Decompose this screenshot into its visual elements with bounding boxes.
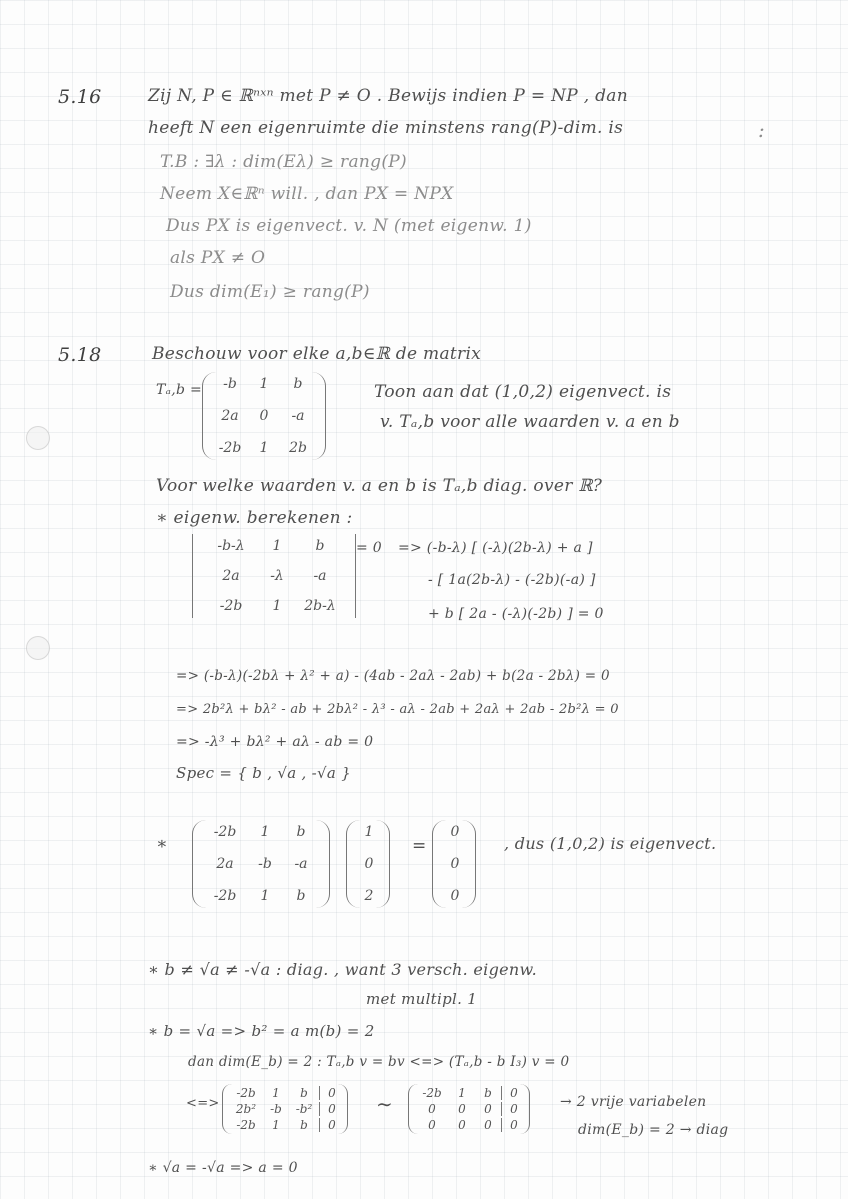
matrix-cell: -b (258, 856, 272, 872)
matrix-cell: b (484, 1086, 492, 1100)
matrix-cell: -a (313, 568, 327, 584)
matrix-cell: 0 (428, 1118, 436, 1132)
augmented-matrix-2 (408, 1084, 530, 1134)
matrix-cell: -2b (213, 888, 237, 904)
matrix-cell: 1 (458, 1086, 466, 1100)
binder-hole (26, 636, 50, 660)
case-1: ∗ b ≠ √a ≠ -√a : diag. , want 3 versch. eigenw. (148, 960, 537, 979)
matrix-cell: -b² (295, 1102, 313, 1116)
matrix-cell: 0 (319, 1102, 344, 1116)
vector-cell: 0 (450, 824, 460, 840)
determinant-matrix (192, 534, 356, 618)
matrix-cell: 1 (272, 538, 282, 554)
matrix-cell: 1 (259, 440, 269, 456)
task-line-2: v. Tₐ,b voor alle waarden v. a en b (380, 412, 680, 432)
vector-cell: 0 (450, 888, 460, 904)
case-2: ∗ b = √a => b² = a m(b) = 2 (148, 1022, 375, 1040)
matrix-cell: 0 (319, 1086, 344, 1100)
det-expand-3: + b [ 2a - (-λ)(-2b) ] = 0 (428, 606, 604, 622)
matrix-cell: -λ (270, 568, 284, 584)
matrix-cell: -2b (422, 1086, 442, 1100)
check-vector (346, 820, 390, 908)
proof-line-2: Neem X∈ℝⁿ will. , dan PX = NPX (160, 184, 454, 204)
problem-number-516: 5.16 (58, 86, 102, 108)
matrix-cell: b (293, 376, 303, 392)
matrix-cell: 2a (221, 408, 239, 424)
derivation-2: => 2b²λ + bλ² - ab + 2bλ² - λ³ - aλ - 2ab + 2aλ + 2ab - 2b²λ = 0 (176, 702, 619, 717)
matrix-cell: 2b-λ (304, 598, 336, 614)
matrix-cell: -2b (219, 598, 243, 614)
derivation-3: => -λ³ + bλ² + aλ - ab = 0 (176, 734, 374, 750)
matrix-cell: 1 (260, 824, 270, 840)
matrix-cell: 1 (260, 888, 270, 904)
matrix-cell: b (300, 1086, 308, 1100)
det-expand-1: => (-b-λ) [ (-λ)(2b-λ) + a ] (398, 540, 593, 556)
matrix-cell: 0 (484, 1118, 492, 1132)
matrix-cell: 1 (272, 598, 282, 614)
matrix-cell: 0 (501, 1118, 526, 1132)
matrix-cell: 0 (501, 1086, 526, 1100)
vector-cell: 1 (364, 824, 374, 840)
problem-number-518: 5.18 (58, 344, 102, 366)
equiv-prefix: <=> (186, 1096, 220, 1111)
tilde-symbol: ∼ (376, 1092, 394, 1116)
matrix-cell: 0 (458, 1118, 466, 1132)
matrix-cell: b (296, 888, 306, 904)
case-3: ∗ √a = -√a => a = 0 (148, 1160, 298, 1176)
matrix-cell: -b (270, 1102, 282, 1116)
proof-line-1: T.B : ∃λ : dim(Eλ) ≥ rang(P) (160, 152, 407, 172)
matrix-cell: -b (223, 376, 237, 392)
header-mark: : (758, 118, 766, 142)
binder-hole (26, 426, 50, 450)
step-eigen: ∗ eigenw. berekenen : (156, 508, 353, 528)
problem-516-statement-line2: heeft N een eigenruimte die minstens rang(P)-dim. is (148, 118, 624, 138)
matrix-cell: b (300, 1118, 308, 1132)
check-equals: = (412, 836, 427, 856)
matrix-cell: -a (291, 408, 305, 424)
matrix-cell: 0 (428, 1102, 436, 1116)
matrix-cell: -b-λ (217, 538, 245, 554)
task-line-1: Toon aan dat (1,0,2) eigenvect. is (374, 382, 672, 402)
matrix-cell: 0 (501, 1102, 526, 1116)
check-marker: ∗ (156, 834, 168, 854)
matrix-cell: -2b (218, 440, 242, 456)
matrix-cell: 2b (289, 440, 307, 456)
check-conclusion: , dus (1,0,2) is eigenvect. (504, 834, 717, 853)
result-line-2: dim(E_b) = 2 → diag (578, 1122, 729, 1138)
proof-line-4: als PX ≠ O (170, 248, 266, 268)
matrix-cell: 1 (272, 1086, 280, 1100)
check-matrix (192, 820, 330, 908)
matrix-cell: 0 (259, 408, 269, 424)
derivation-1: => (-b-λ)(-2bλ + λ² + a) - (4ab - 2aλ - 2ab) + b(2a - 2bλ) = 0 (176, 668, 610, 684)
matrix-cell: 2a (216, 856, 234, 872)
check-result (432, 820, 476, 908)
matrix-T (202, 372, 326, 460)
matrix-cell: 2a (222, 568, 240, 584)
matrix-cell: -2b (236, 1118, 256, 1132)
case-1-note: met multipl. 1 (366, 990, 478, 1008)
matrix-cell: 2b² (235, 1102, 257, 1116)
matrix-cell: 0 (458, 1102, 466, 1116)
augmented-matrix-1 (222, 1084, 348, 1134)
problem-516-statement-line1: Zij N, P ∈ ℝⁿˣⁿ met P ≠ O . Bewijs indien P = NP , dan (148, 86, 628, 106)
result-line-1: → 2 vrije variabelen (560, 1094, 707, 1110)
det-equals: = 0 (356, 540, 382, 556)
problem-518-intro: Beschouw voor elke a,b∈ℝ de matrix (152, 344, 482, 364)
question-line: Voor welke waarden v. a en b is Tₐ,b diag. over ℝ? (156, 476, 603, 496)
matrix-cell: 0 (484, 1102, 492, 1116)
matrix-cell: 1 (259, 376, 269, 392)
proof-line-5: Dus dim(E₁) ≥ rang(P) (170, 282, 370, 302)
matrix-cell: b (315, 538, 325, 554)
matrix-cell: b (296, 824, 306, 840)
vector-cell: 0 (364, 856, 374, 872)
proof-line-3: Dus PX is eigenvect. v. N (met eigenw. 1) (166, 216, 532, 236)
matrix-cell: -2b (213, 824, 237, 840)
vector-cell: 2 (364, 888, 374, 904)
matrix-T-label: Tₐ,b = (156, 382, 202, 398)
vector-cell: 0 (450, 856, 460, 872)
det-expand-2: - [ 1a(2b-λ) - (-2b)(-a) ] (428, 572, 596, 588)
spectrum: Spec = { b , √a , -√a } (176, 764, 352, 782)
matrix-cell: -2b (236, 1086, 256, 1100)
matrix-cell: -a (294, 856, 308, 872)
matrix-cell: 0 (319, 1118, 344, 1132)
matrix-cell: 1 (272, 1118, 280, 1132)
case-2-detail: dan dim(E_b) = 2 : Tₐ,b v = bv <=> (Tₐ,b - b I₃) v = 0 (188, 1054, 570, 1070)
